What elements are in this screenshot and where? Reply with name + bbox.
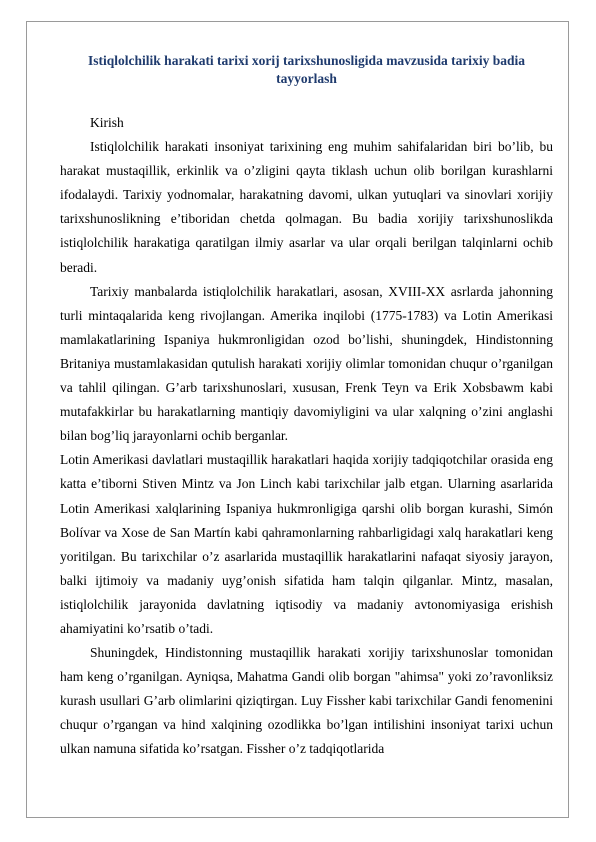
document-body — [60, 52, 553, 762]
paragraph: Lotin Amerikasi davlatlari mustaqillik harakatlari haqida xorijiy tadqiqotchilar orasida eng katta e’tiborni Stiven Mintz va Jon Linch kabi tarixchilar jalb etgan. Ularning asarlarida Lotin Amerikasi xalqlarining Ispaniya hukmronligiga qarshi olib borgan kurashi, Simón Bolívar va Xose de San Martín kabi qahramonlarning rahbarligidagi xalq harakatlari keng yoritilgan. Bu tarixchilar o’z asarlarida mustaqillik harakatlarini nafaqat siyosiy jarayon, balki ijtimoiy va madaniy uyg’onish sifatida ham talqin qilganlar. Mintz, masalan, istiqlolchilik jarayonida davlatning iqtisodiy va madaniy avtonomiyasiga erishish ahamiyatini ko’rsatib o’tadi. — [60, 452, 553, 636]
paragraph: Istiqlolchilik harakati insoniyat tarixining eng muhim sahifalaridan biri bo’lib, bu harakat mustaqillik, erkinlik va o’zligini qayta tiklash uchun olib borilgan kurashlarni ifodalaydi. Tarixiy yodnomalar, harakatning davomi, ulkan yutuqlari va sinovlari xorijiy tarixshunoslikning e’tiboridan chetda qolmagan. Bu badia xorijiy tarixshunoslikda istiqlolchilik harakatiga qaratilgan ilmiy asarlar va ular orqali berilgan talqinlarni ochib beradi. — [60, 139, 553, 275]
document-title: Istiqlolchilik harakati tarixi xorij tarixshunosligida mavzusida tarixiy badia tayyorlash — [88, 53, 525, 86]
paragraph: Tarixiy manbalarda istiqlolchilik harakatlari, asosan, XVIII-XX asrlarda jahonning turli mintaqalarida keng rivojlangan. Amerika inqilobi (1775-1783) va Lotin Amerikasi mamlakatlarining Ispaniya hukmronligidan ozod bo’lishi, shuningdek, Hindistonning Britaniya mustamlakasidan qutulish harakati xorijiy olimlar tomonidan chuqur o’rganilgan va tahlil qilingan. G’arb tarixshunoslari, xususan, Frenk Teyn va Erik Xobsbawm kabi mutafakkirlar bu harakatlarning mantiqiy davomiyligini va ular xalqning o’zini anglashi bilan bog’liq jarayonlarni ochib berganlar. — [60, 283, 553, 444]
paragraph: Shuningdek, Hindistonning mustaqillik harakati xorijiy tarixshunoslar tomonidan ham keng o’rganilgan. Ayniqsa, Mahatma Gandi olib borgan "ahimsa" yoki zo’ravonliksiz kurash usullari G’arb olimlarini qiziqtirgan. Luy Fissher kabi tarixchilar Gandi fenomenini chuqur o’rgangan va hind xalqining ozodlikka bo’lgan intilishini insoniyat tarixi uchun ulkan namuna sifatida ko’rsatgan. Fissher o’z tadqiqotlarida — [60, 645, 553, 757]
section-heading: Kirish — [90, 115, 124, 130]
